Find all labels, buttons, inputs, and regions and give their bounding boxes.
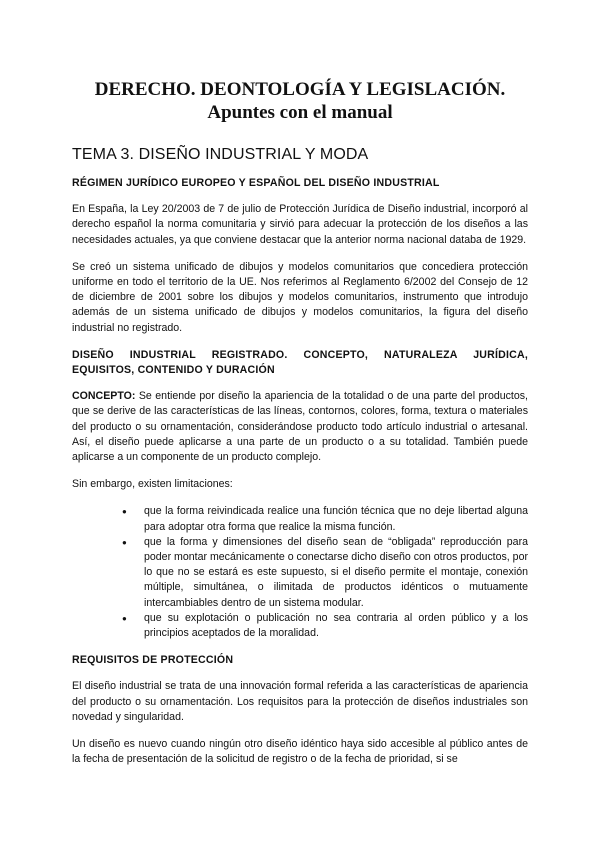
topic-heading: TEMA 3. DISEÑO INDUSTRIAL Y MODA [72, 146, 369, 163]
limitations-list [72, 504, 528, 641]
section-heading-regimen: RÉGIMEN JURÍDICO EUROPEO Y ESPAÑOL DEL DISEÑO INDUSTRIAL [72, 177, 440, 189]
concepto-label: CONCEPTO: [72, 390, 136, 403]
list-item: ● que su explotación o publicación no sea contraria al orden público y a los principios aceptados de la moralidad. [144, 611, 528, 641]
paragraph-novedad: Un diseño es nuevo cuando ningún otro diseño idéntico haya sido accesible al público antes de la fecha de presentación de la solicitud de registro o de la fecha de prioridad, si se [72, 738, 528, 766]
concepto-text: Se entiende por diseño la apariencia de la totalidad o de una parte del productos, que se derive de las características de las líneas, contornos, colores, forma, textura o materiales del producto o su ornamentación, considerándose producto todo artículo industrial o artesanal. Así, el diseño puede aplicarse a una parte de un producto o a su totalidad. También puede aplicarse a un componente de un producto complejo. [72, 390, 528, 464]
section-heading-requisitos: REQUISITOS DE PROTECCIÓN [72, 654, 234, 667]
paragraph-limitaciones: Sin embargo, existen limitaciones: [72, 478, 233, 491]
section-heading-diseno-registrado: DISEÑO INDUSTRIAL REGISTRADO. CONCEPTO, NATURALEZA JURÍDICA, EQUISITOS, CONTENIDO Y DURACIÓN [72, 348, 528, 377]
list-item: ● que la forma reivindicada realice una función técnica que no deje libertad alguna para adoptar otra forma que realice la misma función. [144, 504, 528, 534]
document-body [72, 176, 528, 780]
paragraph-ley: En España, la Ley 20/2003 de 7 de julio de Protección Jurídica de Diseño industrial, incorporó al derecho español la norma comunitaria y sirvió para adecuar la protección de los diseños a las necesidades actuales, ya que conviene destacar que la anterior norma nacional databa de 1929. [72, 203, 528, 246]
paragraph-sistema-unificado: Se creó un sistema unificado de dibujos y modelos comunitarios que concediera protección uniforme en todo el territorio de la UE. Nos referimos al Reglamento 6/2002 del Consejo de 12 de diciembre de 2001 sobre los dibujos y modelos comunitarios, instrumento que introdujo además de un sistema unificado de dibujos y modelos comunitarios, la figura del diseño industrial no registrado. [72, 260, 528, 334]
paragraph-concepto [72, 389, 528, 465]
document-title: DERECHO. DEONTOLOGÍA Y LEGISLACIÓN. [94, 79, 506, 100]
document-subtitle: Apuntes con el manual [207, 102, 393, 123]
list-item: ● que la forma y dimensiones del diseño sean de “obligada” reproducción para poder montar mecánicamente o conectarse dicho diseño con otros productos, por lo que no se estará es este supuesto, si el diseño permite el montaje, conexión múltiple, simultánea, o ilimitada de productos idénticos o mutuamente intercambiables dentro de un sistema modular. [144, 535, 528, 611]
paragraph-innovacion: El diseño industrial se trata de una innovación formal referida a las características de apariencia del producto o su ornamentación. Los requisitos para la protección de diseños industriales son novedad y singularidad. [72, 680, 528, 723]
